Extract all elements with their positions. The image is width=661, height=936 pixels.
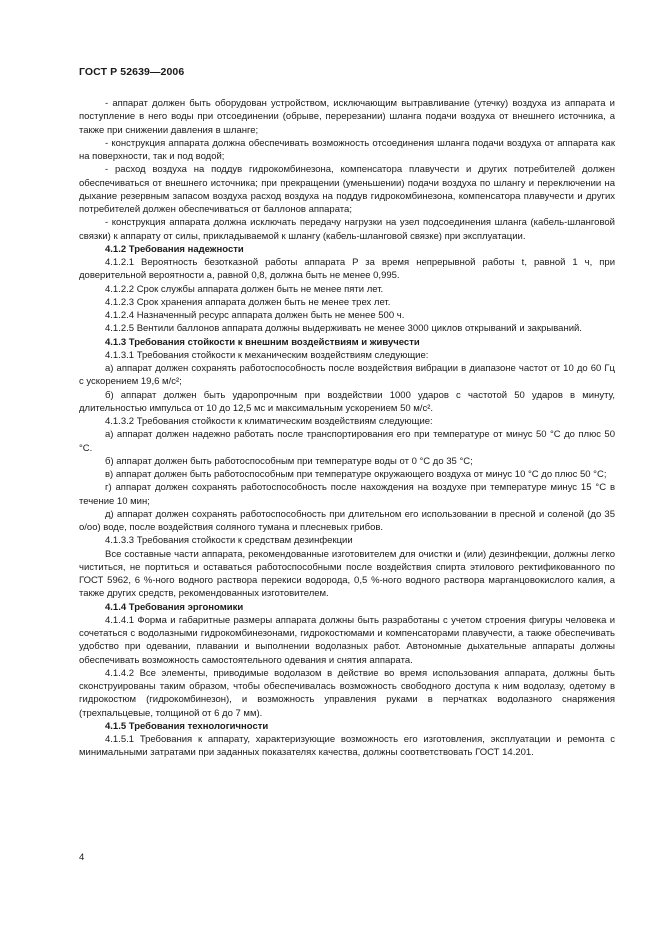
paragraph: 4.1.5.1 Требования к аппарату, характеризующие возможность его изготовления, эксплуатации и ремонта с минимальными затратами при заданных показателях качества, должны соответствовать ГОСТ 14.201. xyxy=(79,734,615,759)
section-heading: 4.1.2 Требования надежности xyxy=(105,243,244,255)
paragraph: г) аппарат должен сохранять работоспособность после нахождения на воздухе при температуре минус 15 °С в течение 10 мин; xyxy=(79,482,615,507)
page-number: 4 xyxy=(79,852,85,863)
paragraph: б) аппарат должен быть работоспособным при температуре воды от 0 °С до 35 °С; xyxy=(105,455,473,467)
section-heading: 4.1.4 Требования эргономики xyxy=(105,601,244,613)
document-body xyxy=(79,97,615,760)
document-header: ГОСТ Р 52639—2006 xyxy=(79,66,185,78)
paragraph: Все составные части аппарата, рекомендованные изготовителем для очистки и (или) дезинфекции, должны легко чиститься, не портиться и оставаться работоспособными после воздействия спирта этилового ректификованного по ГОСТ 5962, 6 %-ного водного раствора перекиси водорода, 0,5 %-ного водного раствора марганцовокислого калия, а также других средств, рекомендованных изготовителем. xyxy=(79,548,615,600)
paragraph: д) аппарат должен сохранять работоспособность при длительном его использовании в пресной и соленой (до 35 о/оо) воде, после воздействия соляного тумана и плесневых грибов. xyxy=(79,508,615,533)
paragraph: б) аппарат должен быть ударопрочным при воздействии 1000 ударов с частотой 50 ударов в минуту, длительностью импульса от 10 до 12,5 мс и максимальным ускорением 50 м/с². xyxy=(79,389,615,414)
paragraph: - конструкция аппарата должна исключать передачу нагрузки на узел подсоединения шланга (кабель-шланговой связки) к аппарату от силы, прикладываемой к шлангу (кабель-шланговой связке) при эксплуатации. xyxy=(79,217,615,242)
paragraph: 4.1.2.4 Назначенный ресурс аппарата должен быть не менее 500 ч. xyxy=(105,310,405,321)
paragraph: в) аппарат должен быть работоспособным при температуре окружающего воздуха от минус 10 °С до плюс 50 °С; xyxy=(105,469,607,480)
paragraph: - расход воздуха на поддув гидрокомбинезона, компенсатора плавучести и других потребителей должен обеспечиваться от внешнего источника; при прекращении (уменьшении) подачи воздуха по шлангу и переключении на дыхание резервным запасом воздуха расход воздуха на поддув гидрокомбинезона, компенсатора плавучести и других потребителей должен обеспечиваться от баллонов аппарата; xyxy=(79,164,615,215)
paragraph: - аппарат должен быть оборудован устройством, исключающим вытравливание (утечку) воздуха из аппарата и поступление в него воды при отсоединении (обрыве, перерезании) шланга подачи воздуха от внешнего источника, а также при снижении давления в шланге; xyxy=(79,98,615,136)
section-heading: 4.1.5 Требования технологичности xyxy=(105,720,269,732)
paragraph: 4.1.4.1 Форма и габаритные размеры аппарата должны быть разработаны с учетом строения фигуры человека и сочетаться с водолазными гидрокомбинезонами, гидрокостюмами и компенсаторами плавучести, а также обеспечивать удобство при одевании, плавании и выполнении водолазных работ. Автономные дыхательные аппараты должны обеспечивать возможность самостоятельного одевания и снятия аппарата. xyxy=(79,614,615,666)
paragraph: 4.1.2.2 Срок службы аппарата должен быть не менее пяти лет. xyxy=(105,283,384,295)
paragraph: 4.1.2.1 Вероятность безотказной работы аппарата P за время непрерывной работы t, равной 1 ч, при доверительной вероятности a, равной 0,8, должна быть не менее 0,995. xyxy=(79,257,615,282)
paragraph: 4.1.4.2 Все элементы, приводимые водолазом в действие во время использования аппарата, должны быть сконструированы таким образом, чтобы обеспечивалась возможность свободного доступа к ним водолазу, одетому в гидрокостюм (гидрокомбинезон), и возможность управления руками в перчатках водолазного снаряжения (трехпальцевые, толщиной от 6 до 7 мм). xyxy=(79,667,615,719)
paragraph: 4.1.2.5 Вентили баллонов аппарата должны выдерживать не менее 3000 циклов открываний и закрываний. xyxy=(105,323,582,335)
paragraph: а) аппарат должен надежно работать после транспортирования его при температуре от минус 50 °С до плюс 50 °С. xyxy=(79,429,615,454)
paragraph: - конструкция аппарата должна обеспечивать возможность отсоединения шланга подачи воздуха от аппарата как на поверхности, так и под водой; xyxy=(79,137,615,162)
paragraph: 4.1.3.1 Требования стойкости к механическим воздействиям следующие: xyxy=(105,349,429,361)
paragraph: 4.1.3.2 Требования стойкости к климатическим воздействиям следующие: xyxy=(105,416,433,427)
paragraph: 4.1.2.3 Срок хранения аппарата должен быть не менее трех лет. xyxy=(105,296,391,308)
section-heading: 4.1.3 Требования стойкости к внешним воздействиям и живучести xyxy=(105,336,420,348)
paragraph: а) аппарат должен сохранять работоспособность после воздействия вибрации в диапазоне частот от 10 до 60 Гц с ускорением 19,6 м/с²; xyxy=(79,363,615,388)
paragraph: 4.1.3.3 Требования стойкости к средствам дезинфекции xyxy=(105,535,353,547)
